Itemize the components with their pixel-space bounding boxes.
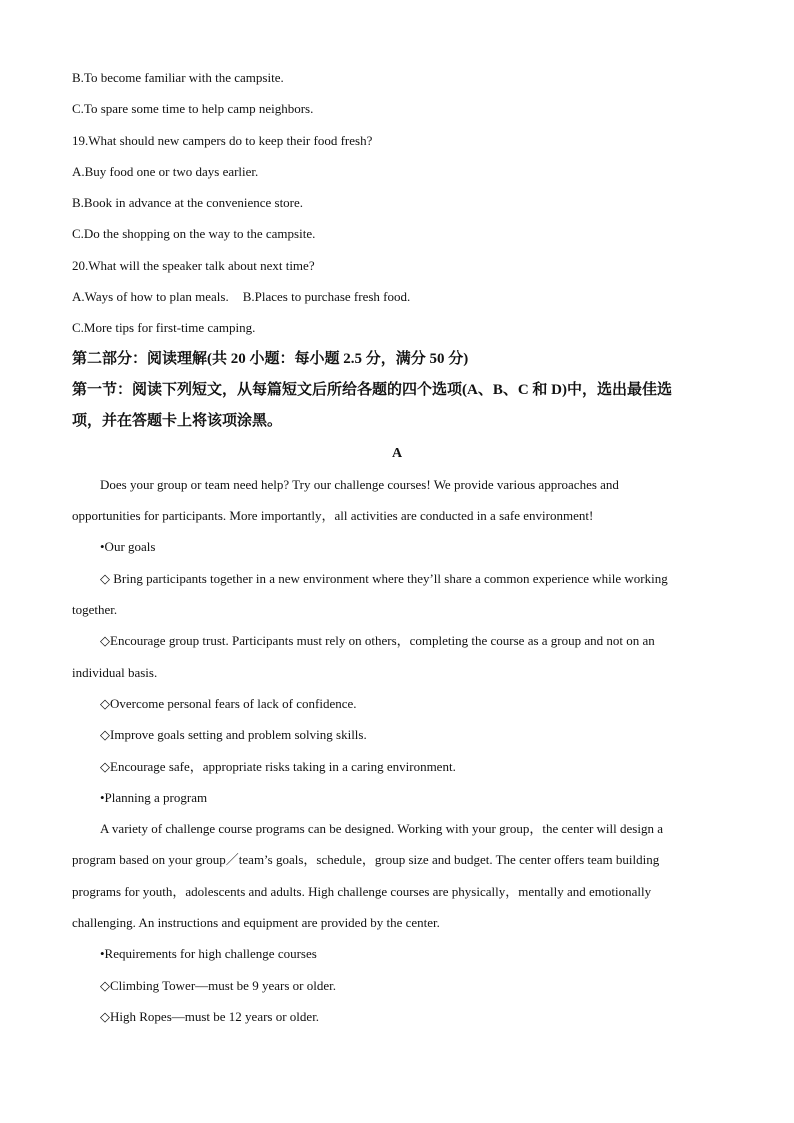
goal-1-line-2: together. bbox=[72, 602, 118, 618]
q19-question: 19.What should new campers do to keep their food fresh? bbox=[72, 132, 373, 148]
q20-option-b: B.Places to purchase fresh food. bbox=[242, 289, 411, 305]
q20-option-a: A.Ways of how to plan meals. bbox=[72, 289, 229, 305]
passage-letter: A bbox=[391, 445, 403, 461]
goal-3: ◇Overcome personal fears of lack of confidence. bbox=[100, 695, 357, 711]
q18-option-b: B.To become familiar with the campsite. bbox=[72, 70, 284, 85]
q19-option-b: B.Book in advance at the convenience store. bbox=[72, 195, 304, 211]
planning-heading: •Planning a program bbox=[100, 789, 208, 805]
q19-option-a: A.Buy food one or two days earlier. bbox=[72, 163, 259, 179]
part2-instruction-line2: 项，并在答题卡上将该项涂黑。 bbox=[72, 413, 283, 430]
goal-2-line-1: ◇Encourage group trust. Participants must rely on others，completing the course as a group and not on an bbox=[100, 633, 655, 649]
planning-line-2: program based on your group／team’s goals，schedule，group size and budget. The center offers team building bbox=[72, 852, 660, 868]
q20-question: 20.What will the speaker talk about next time? bbox=[72, 257, 315, 273]
q18-option-c: C.To spare some time to help camp neighbors. bbox=[72, 101, 314, 117]
requirement-climbing-tower: ◇Climbing Tower—must be 9 years or older. bbox=[100, 977, 336, 993]
goal-4: ◇Improve goals setting and problem solving skills. bbox=[100, 727, 367, 743]
intro-line-2: opportunities for participants. More importantly，all activities are conducted in a safe environment! bbox=[72, 508, 594, 524]
planning-line-3: programs for youth，adolescents and adults. High challenge courses are physically，mentally and emotionally bbox=[72, 883, 652, 899]
goals-heading: •Our goals bbox=[100, 539, 156, 555]
exam-page bbox=[72, 62, 722, 1032]
goal-5: ◇Encourage safe，appropriate risks taking in a caring environment. bbox=[100, 758, 456, 774]
requirement-high-ropes: ◇High Ropes—must be 12 years or older. bbox=[100, 1008, 320, 1024]
intro-line-1: Does your group or team need help? Try our challenge courses! We provide various approaches and bbox=[100, 476, 619, 492]
goal-1-line-1: ◇ Bring participants together in a new environment where they’ll share a common experience while working bbox=[100, 570, 668, 586]
q20-options-ab bbox=[72, 281, 722, 312]
planning-line-1: A variety of challenge course programs can be designed. Working with your group，the center will design a bbox=[100, 821, 663, 837]
planning-line-4: challenging. An instructions and equipment are provided by the center. bbox=[72, 915, 440, 931]
part2-heading: 第二部分：阅读理解(共 20 小题：每小题 2.5 分，满分 50 分) bbox=[72, 350, 469, 367]
requirements-heading: •Requirements for high challenge courses bbox=[100, 946, 317, 962]
q20-option-c: C.More tips for first-time camping. bbox=[72, 320, 256, 336]
goal-2-line-2: individual basis. bbox=[72, 664, 158, 680]
q19-option-c: C.Do the shopping on the way to the campsite. bbox=[72, 226, 316, 242]
part2-instruction-line1: 第一节：阅读下列短文，从每篇短文后所给各题的四个选项(A、B、C 和 D)中，选出最佳选 bbox=[72, 381, 672, 398]
